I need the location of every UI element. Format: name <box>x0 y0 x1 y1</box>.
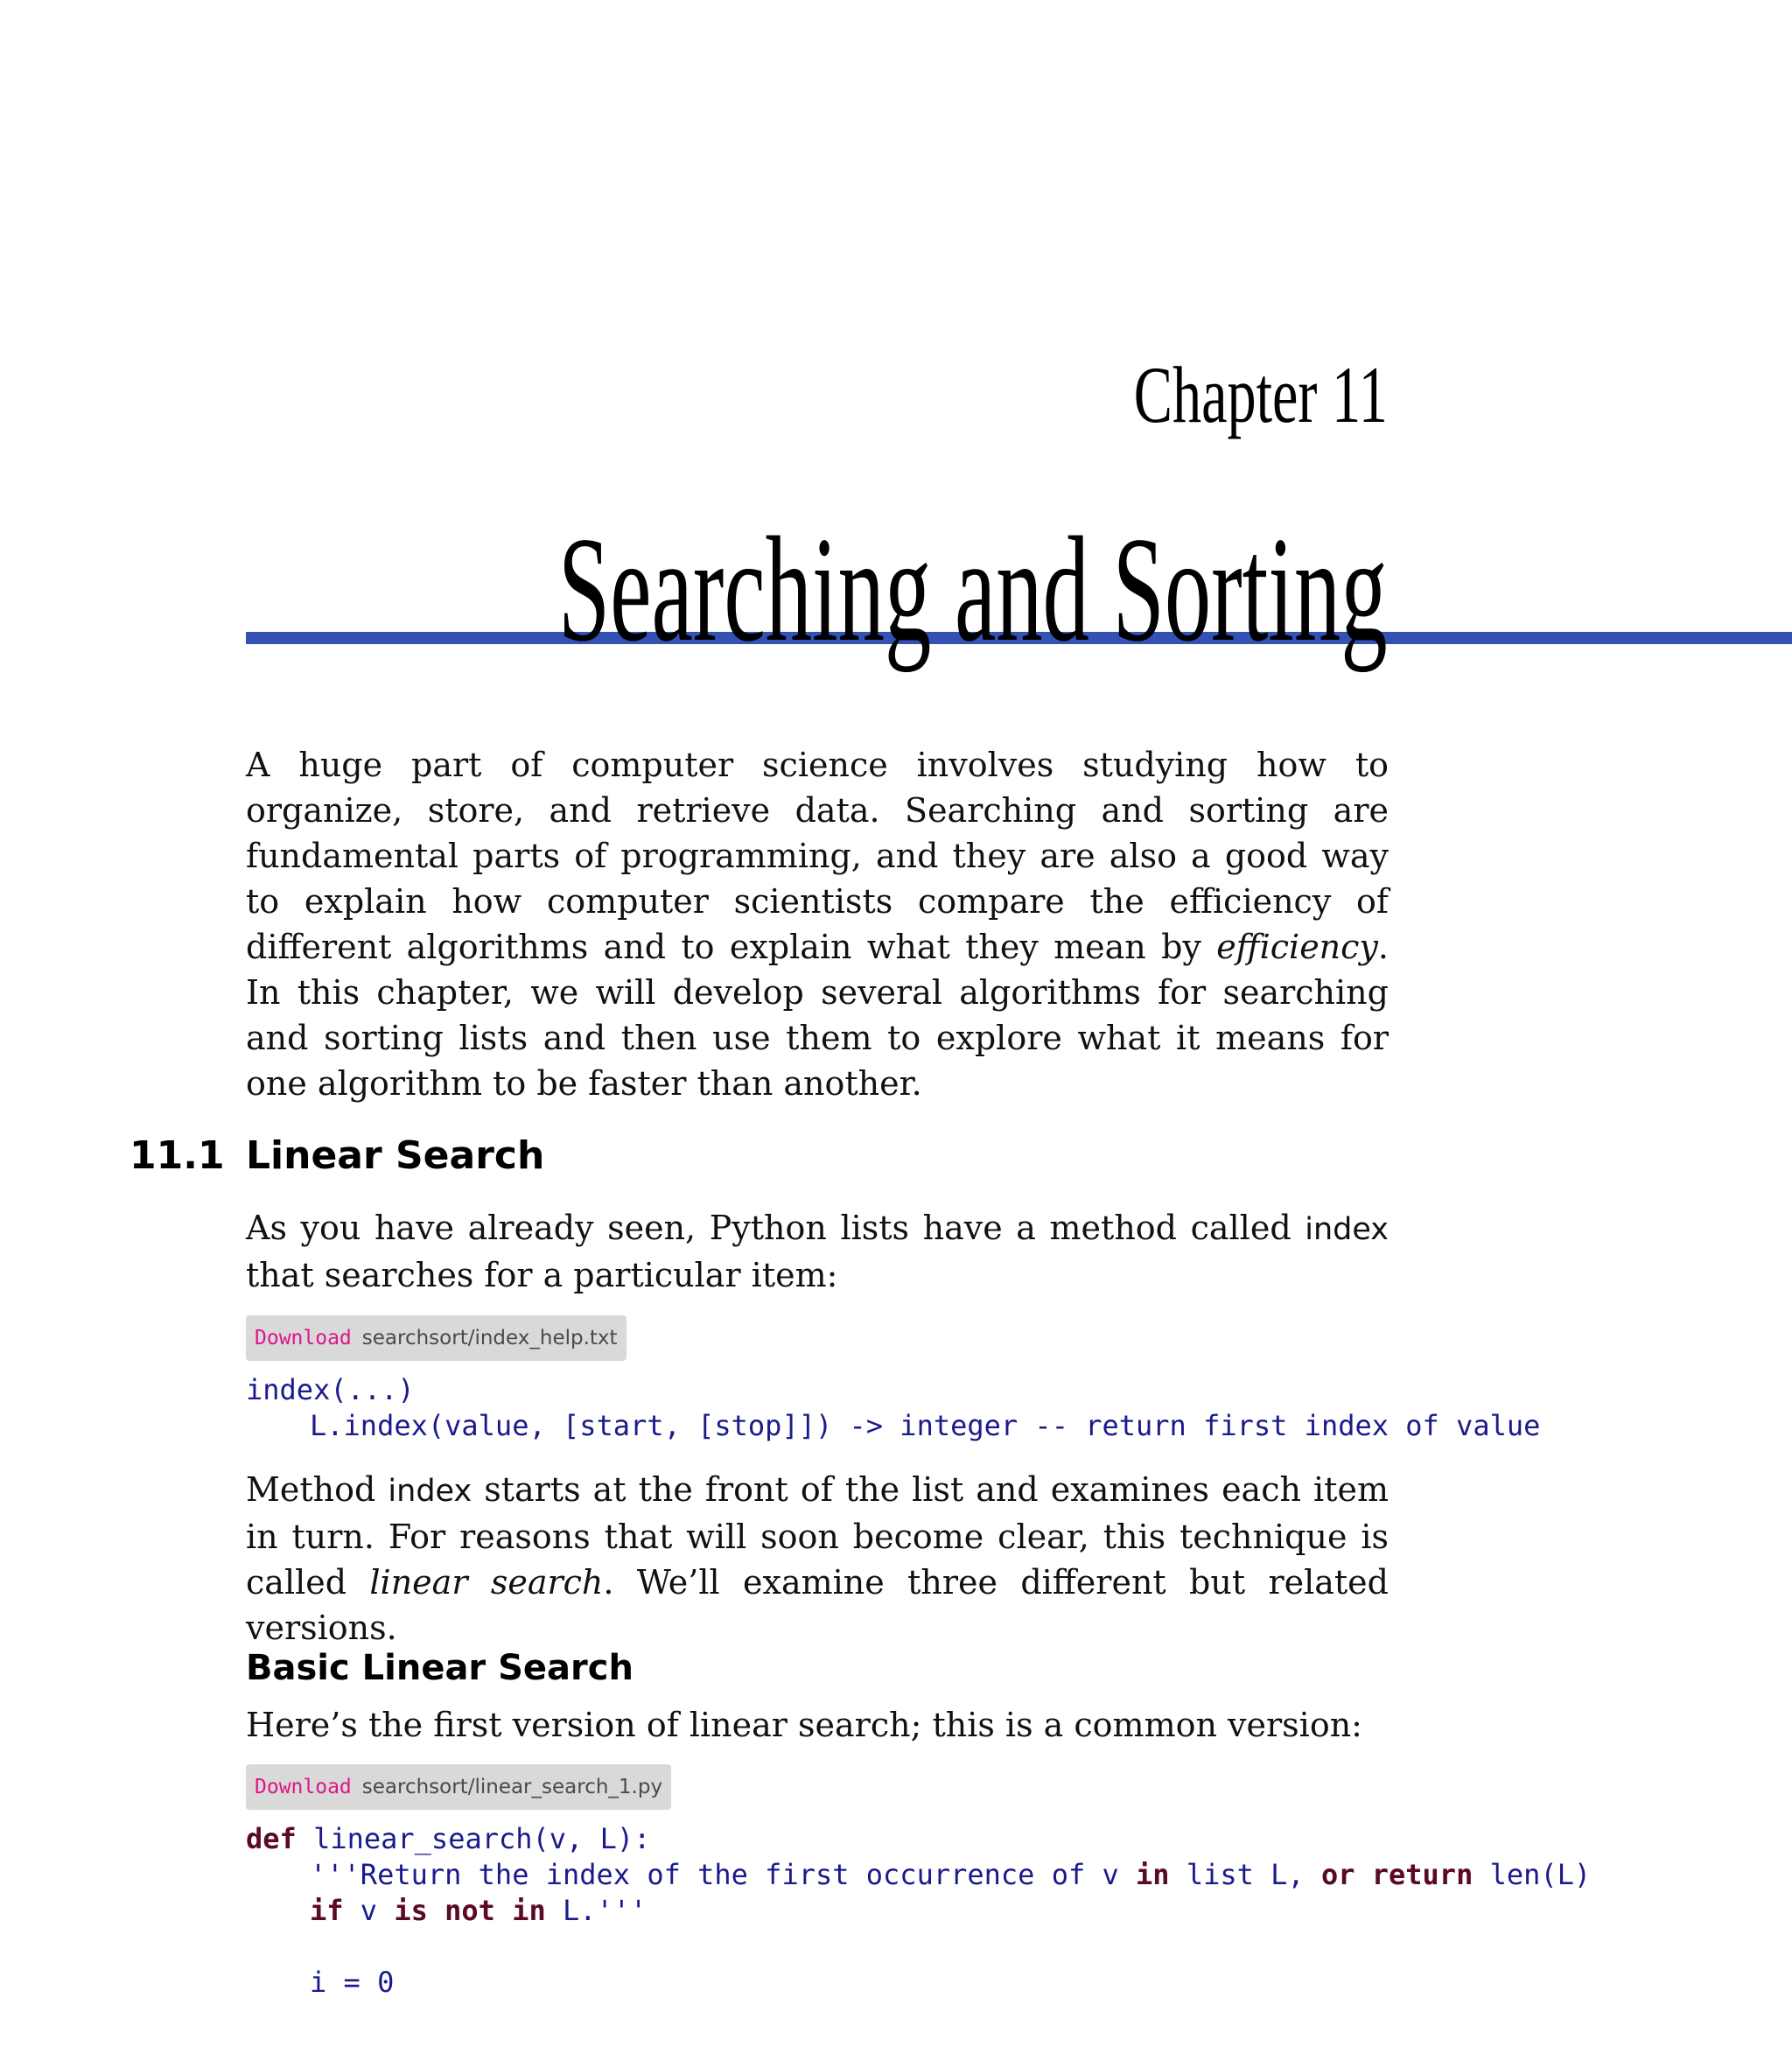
code2-l2-or: or <box>1320 1858 1355 1891</box>
code2-kw-def: def <box>246 1822 297 1855</box>
code2-l2-return: return <box>1371 1858 1474 1891</box>
section-p2-text-c: . We’ll examine three different but related versions. <box>246 1563 1389 1647</box>
download-label[interactable]: Download <box>255 1327 352 1349</box>
code-block-linear-search <box>246 1821 1591 2001</box>
intro-paragraph <box>246 742 1389 1106</box>
chapter-label: Chapter 11 <box>1133 350 1388 439</box>
intro-text-1: A huge part of computer science involves studying how to organize, store, and retrieve data. Searching and sorting are fundamental parts of programming, and they are also a good way to explain how computer scientists compare the efficiency of different algorithms and to explain what they mean by <box>246 746 1389 966</box>
code1-line2: L.index(value, [start, [stop]]) -> integer -- return first index of value <box>310 1409 1541 1442</box>
subsection-paragraph: Here’s the first version of linear search; this is a common version: <box>246 1706 1362 1744</box>
download-link-index-help[interactable] <box>246 1315 626 1361</box>
chapter-title: Searching and Sorting <box>558 507 1388 673</box>
code2-l2-in: in <box>1136 1858 1170 1891</box>
code-block-index-help <box>246 1372 1540 1444</box>
code2-l3-sp1 <box>428 1894 444 1927</box>
code2-l2-a: '''Return the index of the first occurrence of v <box>310 1858 1137 1891</box>
download-link-linear-search[interactable] <box>246 1764 671 1810</box>
section-p1-code: index <box>1305 1212 1389 1247</box>
section-title: Linear Search <box>246 1133 545 1178</box>
code2-l3-b: L.''' <box>545 1894 648 1927</box>
code2-l2-b: list L, <box>1169 1858 1321 1891</box>
section-p2-text-b: starts at the front of the list and examines each item in turn. For reasons that will soon become clear, this technique is called <box>246 1470 1389 1602</box>
section-paragraph-2 <box>246 1467 1389 1651</box>
intro-text-2: . In this chapter, we will develop several algorithms for searching and sorting lists and then use them to explore what it means for one algorithm to be faster than another. <box>246 928 1389 1103</box>
intro-emphasis: efficiency <box>1216 928 1378 966</box>
code2-l3-a: v <box>343 1894 395 1927</box>
code2-line3 <box>246 1894 647 1927</box>
download-path[interactable]: searchsort/index_help.txt <box>361 1327 618 1349</box>
code2-line2 <box>246 1858 1591 1891</box>
section-p2-code: index <box>388 1474 472 1509</box>
section-p2-text-a: Method <box>246 1470 388 1509</box>
code2-l2-c: len(L) <box>1473 1858 1592 1891</box>
download-label[interactable]: Download <box>255 1776 352 1798</box>
section-number: 11.1 <box>130 1133 225 1178</box>
code2-l3-sp2 <box>495 1894 512 1927</box>
code2-l3-if: if <box>310 1894 344 1927</box>
code1-line1: index(...) <box>246 1373 415 1406</box>
subsection-title: Basic Linear Search <box>246 1648 634 1688</box>
code2-l3-not: not <box>444 1894 495 1927</box>
section-p1-text-b: that searches for a particular item: <box>246 1256 838 1294</box>
code2-l2-sp <box>1354 1858 1371 1891</box>
code2-l3-is: is <box>394 1894 428 1927</box>
download-path[interactable]: searchsort/linear_search_1.py <box>361 1776 663 1798</box>
section-p1-text-a: As you have already seen, Python lists have a method called <box>246 1209 1306 1247</box>
section-paragraph-1 <box>246 1205 1389 1298</box>
code2-l3-in: in <box>512 1894 546 1927</box>
code2-line1-rest: linear_search(v, L): <box>296 1822 651 1855</box>
section-p2-emphasis: linear search <box>369 1563 604 1602</box>
code2-line5: i = 0 <box>310 1966 395 1999</box>
